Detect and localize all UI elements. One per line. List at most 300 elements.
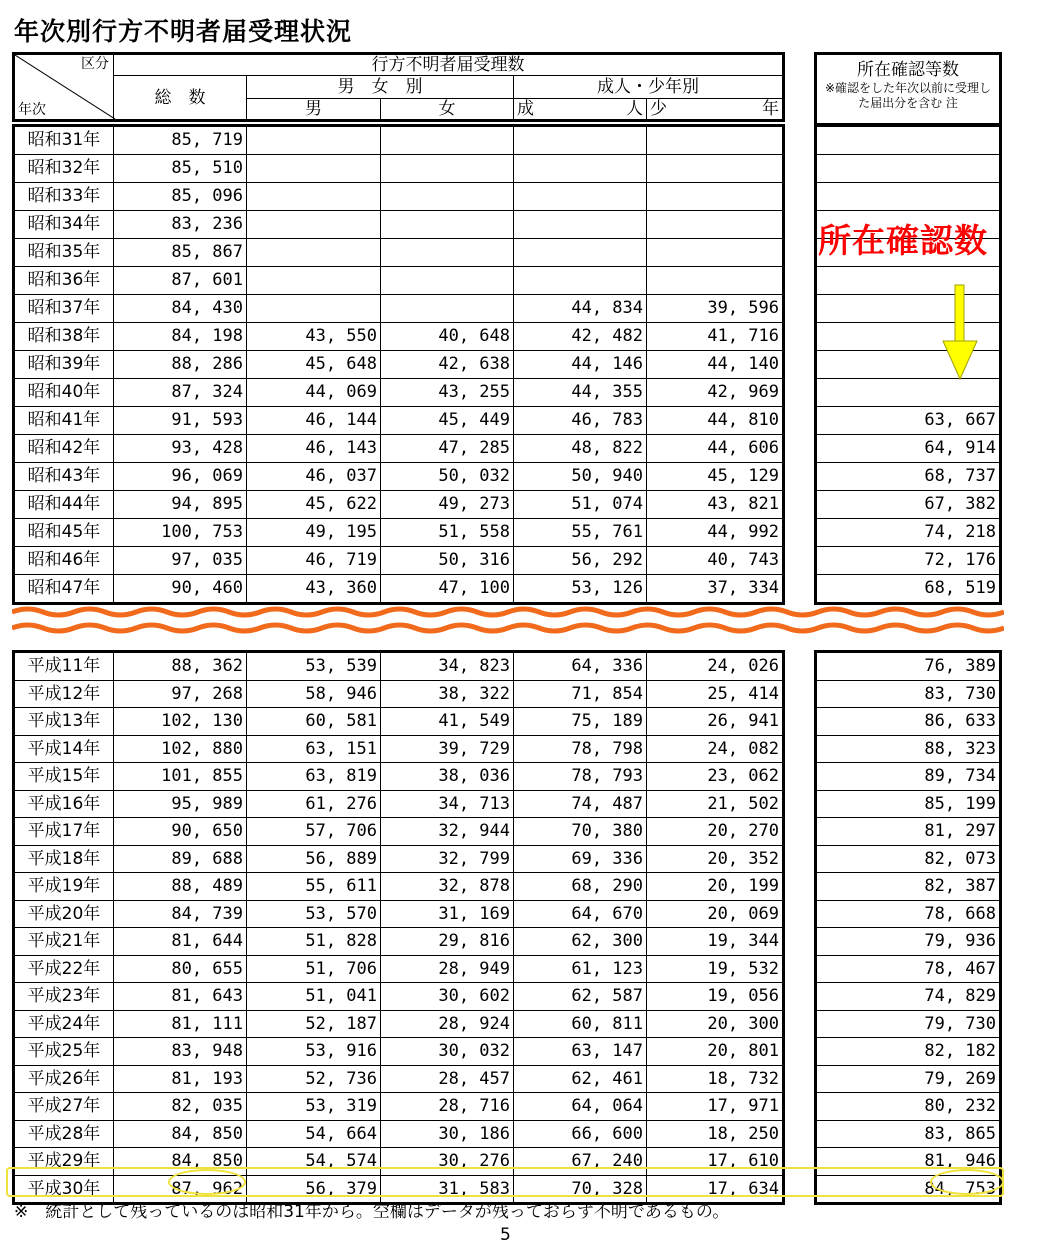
total-cell: 87, 962 [114, 1175, 247, 1204]
table-row [14, 652, 784, 681]
total-cell: 82, 035 [114, 1093, 247, 1121]
year-cell: 昭和42年 [14, 435, 114, 463]
youth-cell: 24, 082 [647, 735, 784, 763]
header-nenji: 年次 [18, 102, 46, 118]
year-cell: 昭和40年 [14, 379, 114, 407]
youth-cell: 44, 810 [647, 407, 784, 435]
callout-label: 所在確認数 [818, 221, 988, 260]
year-cell: 昭和38年 [14, 323, 114, 351]
confirmed-cell: 67, 382 [816, 491, 1001, 519]
year-cell: 昭和37年 [14, 295, 114, 323]
total-cell: 84, 430 [114, 295, 247, 323]
highlight-row-box [6, 1167, 1004, 1197]
male-cell: 57, 706 [247, 818, 381, 846]
female-cell: 34, 713 [381, 790, 514, 818]
youth-cell: 25, 414 [647, 680, 784, 708]
table-row [14, 379, 784, 407]
table-row [14, 435, 784, 463]
confirmed-cell: 72, 176 [816, 547, 1001, 575]
total-cell: 80, 655 [114, 955, 247, 983]
total-cell: 87, 324 [114, 379, 247, 407]
year-cell: 昭和35年 [14, 239, 114, 267]
adult-cell: 44, 146 [514, 351, 647, 379]
youth-cell: 20, 270 [647, 818, 784, 846]
male-cell: 43, 550 [247, 323, 381, 351]
total-cell: 89, 688 [114, 845, 247, 873]
adult-cell [514, 267, 647, 295]
confirmed-cell: 68, 519 [816, 575, 1001, 604]
header-total: 総 数 [114, 76, 247, 121]
youth-cell: 44, 992 [647, 519, 784, 547]
header-age-group: 成人・少年別 [514, 76, 784, 99]
female-cell: 50, 316 [381, 547, 514, 575]
confirmed-row [816, 1038, 1001, 1066]
youth-cell: 42, 969 [647, 379, 784, 407]
female-cell [381, 211, 514, 239]
youth-cell: 44, 606 [647, 435, 784, 463]
female-cell: 40, 648 [381, 323, 514, 351]
youth-cell: 20, 801 [647, 1038, 784, 1066]
adult-cell: 61, 123 [514, 955, 647, 983]
male-cell: 52, 736 [247, 1065, 381, 1093]
year-cell: 昭和32年 [14, 155, 114, 183]
confirmed-header [814, 52, 1002, 126]
youth-cell [647, 267, 784, 295]
header-corner-cell [14, 54, 114, 121]
confirmed-row [816, 983, 1001, 1011]
adult-cell: 46, 783 [514, 407, 647, 435]
adult-cell: 78, 798 [514, 735, 647, 763]
male-cell: 51, 828 [247, 928, 381, 956]
total-cell: 81, 643 [114, 983, 247, 1011]
adult-cell [514, 155, 647, 183]
total-cell: 84, 850 [114, 1120, 247, 1148]
adult-cell: 42, 482 [514, 323, 647, 351]
confirmed-cell: 68, 737 [816, 463, 1001, 491]
confirmed-cell: 85, 199 [816, 790, 1001, 818]
confirmed-row [816, 155, 1001, 183]
male-cell [247, 155, 381, 183]
total-cell: 88, 489 [114, 873, 247, 901]
total-cell: 102, 880 [114, 735, 247, 763]
male-cell: 51, 706 [247, 955, 381, 983]
youth-cell [647, 183, 784, 211]
table-row [14, 407, 784, 435]
confirmed-row [816, 873, 1001, 901]
table-row [14, 873, 784, 901]
confirmed-cell: 82, 387 [816, 873, 1001, 901]
year-cell: 平成25年 [14, 1038, 114, 1066]
break-wave [12, 600, 1004, 640]
year-cell: 平成22年 [14, 955, 114, 983]
female-cell: 34, 823 [381, 652, 514, 681]
youth-cell: 21, 502 [647, 790, 784, 818]
male-cell: 46, 037 [247, 463, 381, 491]
youth-cell: 18, 732 [647, 1065, 784, 1093]
year-cell: 昭和39年 [14, 351, 114, 379]
female-cell: 31, 583 [381, 1175, 514, 1204]
youth-cell: 40, 743 [647, 547, 784, 575]
adult-cell: 53, 126 [514, 575, 647, 604]
confirmed-row [816, 491, 1001, 519]
year-cell: 平成17年 [14, 818, 114, 846]
confirmed-cell: 76, 389 [816, 652, 1001, 681]
confirmed-header-cell [816, 54, 1001, 125]
table-row [14, 351, 784, 379]
confirmed-cell: 82, 182 [816, 1038, 1001, 1066]
table-row [14, 239, 784, 267]
adult-cell: 69, 336 [514, 845, 647, 873]
female-cell: 30, 602 [381, 983, 514, 1011]
confirmed-row [816, 1120, 1001, 1148]
confirmed-cell: 74, 218 [816, 519, 1001, 547]
confirmed-cell: 81, 297 [816, 818, 1001, 846]
male-cell: 45, 648 [247, 351, 381, 379]
adult-cell [514, 239, 647, 267]
adult-cell: 50, 940 [514, 463, 647, 491]
year-cell: 平成19年 [14, 873, 114, 901]
youth-cell: 39, 596 [647, 295, 784, 323]
youth-cell [647, 126, 784, 155]
table-row [14, 983, 784, 1011]
female-cell [381, 183, 514, 211]
female-cell: 51, 558 [381, 519, 514, 547]
female-cell [381, 155, 514, 183]
header-sex-group: 男 女 別 [247, 76, 514, 99]
female-cell: 29, 816 [381, 928, 514, 956]
table-row [14, 845, 784, 873]
header-adult-right: 人 [626, 99, 643, 119]
male-cell: 53, 319 [247, 1093, 381, 1121]
confirmed-row [816, 652, 1001, 681]
total-cell: 81, 193 [114, 1065, 247, 1093]
table-row [14, 519, 784, 547]
table-row [14, 267, 784, 295]
youth-cell [647, 211, 784, 239]
female-cell: 42, 638 [381, 351, 514, 379]
male-cell: 58, 946 [247, 680, 381, 708]
confirmed-row [816, 463, 1001, 491]
table-row [14, 900, 784, 928]
table-row [14, 126, 784, 155]
confirmed-row [816, 1065, 1001, 1093]
female-cell: 43, 255 [381, 379, 514, 407]
header-male: 男 [247, 99, 381, 121]
confirmed-row [816, 519, 1001, 547]
confirmed-cell: 82, 073 [816, 845, 1001, 873]
confirmed-cell: 79, 936 [816, 928, 1001, 956]
female-cell: 47, 100 [381, 575, 514, 604]
youth-cell: 37, 334 [647, 575, 784, 604]
adult-cell: 68, 290 [514, 873, 647, 901]
youth-cell: 41, 716 [647, 323, 784, 351]
data-table-heisei [12, 650, 785, 1205]
year-cell: 平成11年 [14, 652, 114, 681]
footnote: ※ 統計として残っているのは昭和31年から。空欄はデータが残っておらず不明であるもの。 [14, 1202, 730, 1222]
adult-cell: 78, 793 [514, 763, 647, 791]
male-cell: 61, 276 [247, 790, 381, 818]
female-cell: 39, 729 [381, 735, 514, 763]
total-cell: 88, 286 [114, 351, 247, 379]
total-cell: 85, 096 [114, 183, 247, 211]
adult-cell: 62, 461 [514, 1065, 647, 1093]
youth-cell: 20, 199 [647, 873, 784, 901]
female-cell: 28, 716 [381, 1093, 514, 1121]
table-row [14, 818, 784, 846]
year-cell: 平成28年 [14, 1120, 114, 1148]
female-cell: 49, 273 [381, 491, 514, 519]
confirmed-cell: 74, 829 [816, 983, 1001, 1011]
female-cell: 38, 322 [381, 680, 514, 708]
female-cell [381, 267, 514, 295]
table-row [14, 1120, 784, 1148]
male-cell: 54, 574 [247, 1148, 381, 1176]
year-cell: 平成21年 [14, 928, 114, 956]
table-row [14, 1038, 784, 1066]
adult-cell [514, 126, 647, 155]
year-cell: 昭和47年 [14, 575, 114, 604]
total-cell: 97, 035 [114, 547, 247, 575]
header-female: 女 [381, 99, 514, 121]
total-cell: 88, 362 [114, 652, 247, 681]
youth-cell [647, 155, 784, 183]
female-cell [381, 295, 514, 323]
table-row [14, 547, 784, 575]
confirmed-cell: 64, 914 [816, 435, 1001, 463]
adult-cell: 56, 292 [514, 547, 647, 575]
confirmed-row [816, 818, 1001, 846]
year-cell: 昭和34年 [14, 211, 114, 239]
year-cell: 平成27年 [14, 1093, 114, 1121]
adult-cell: 70, 328 [514, 1175, 647, 1204]
total-cell: 90, 460 [114, 575, 247, 604]
female-cell [381, 239, 514, 267]
table-row [14, 211, 784, 239]
male-cell: 45, 622 [247, 491, 381, 519]
male-cell [247, 239, 381, 267]
main-table-header [12, 52, 785, 122]
table-row [14, 1010, 784, 1038]
total-cell: 100, 753 [114, 519, 247, 547]
youth-cell: 20, 352 [647, 845, 784, 873]
adult-cell: 74, 487 [514, 790, 647, 818]
table-row [14, 155, 784, 183]
confirmed-row [816, 790, 1001, 818]
header-youth-left: 少 [650, 99, 667, 119]
youth-cell: 44, 140 [647, 351, 784, 379]
male-cell: 51, 041 [247, 983, 381, 1011]
adult-cell: 63, 147 [514, 1038, 647, 1066]
header-youth [647, 99, 784, 121]
confirmed-cell [816, 183, 1001, 211]
adult-cell: 51, 074 [514, 491, 647, 519]
table-row [14, 295, 784, 323]
year-cell: 平成18年 [14, 845, 114, 873]
male-cell: 44, 069 [247, 379, 381, 407]
table-row [14, 708, 784, 736]
male-cell [247, 126, 381, 155]
male-cell: 46, 719 [247, 547, 381, 575]
adult-cell: 60, 811 [514, 1010, 647, 1038]
highlight-oval-total [168, 1169, 246, 1195]
adult-cell: 71, 854 [514, 680, 647, 708]
total-cell: 91, 593 [114, 407, 247, 435]
total-cell: 85, 867 [114, 239, 247, 267]
female-cell: 30, 186 [381, 1120, 514, 1148]
male-cell: 53, 539 [247, 652, 381, 681]
confirmed-row [816, 735, 1001, 763]
female-cell: 31, 169 [381, 900, 514, 928]
confirmed-cell: 78, 467 [816, 955, 1001, 983]
table-row [14, 1093, 784, 1121]
female-cell: 38, 036 [381, 763, 514, 791]
female-cell: 32, 878 [381, 873, 514, 901]
confirmed-table-heisei [814, 650, 1002, 1205]
confirmed-row [816, 763, 1001, 791]
confirmed-row [816, 708, 1001, 736]
year-cell: 平成30年 [14, 1175, 114, 1204]
adult-cell: 48, 822 [514, 435, 647, 463]
header-kubun: 区分 [81, 56, 109, 72]
youth-cell: 24, 026 [647, 652, 784, 681]
youth-cell: 17, 634 [647, 1175, 784, 1204]
table-row [14, 1065, 784, 1093]
header-main-group: 行方不明者届受理数 [114, 54, 784, 76]
female-cell [381, 126, 514, 155]
year-cell: 昭和45年 [14, 519, 114, 547]
male-cell: 43, 360 [247, 575, 381, 604]
confirmed-cell: 84, 753 [816, 1175, 1001, 1204]
confirmed-cell: 89, 734 [816, 763, 1001, 791]
table-row [14, 928, 784, 956]
confirmed-cell: 63, 667 [816, 407, 1001, 435]
year-cell: 平成26年 [14, 1065, 114, 1093]
adult-cell: 64, 336 [514, 652, 647, 681]
confirmed-cell [816, 155, 1001, 183]
female-cell: 41, 549 [381, 708, 514, 736]
adult-cell: 67, 240 [514, 1148, 647, 1176]
male-cell [247, 211, 381, 239]
year-cell: 昭和43年 [14, 463, 114, 491]
table-row [14, 680, 784, 708]
year-cell: 平成24年 [14, 1010, 114, 1038]
youth-cell: 17, 610 [647, 1148, 784, 1176]
adult-cell [514, 211, 647, 239]
total-cell: 97, 268 [114, 680, 247, 708]
youth-cell: 19, 344 [647, 928, 784, 956]
adult-cell: 64, 064 [514, 1093, 647, 1121]
year-cell: 平成20年 [14, 900, 114, 928]
total-cell: 83, 948 [114, 1038, 247, 1066]
adult-cell: 44, 834 [514, 295, 647, 323]
confirmed-row [816, 126, 1001, 155]
year-cell: 昭和36年 [14, 267, 114, 295]
total-cell: 87, 601 [114, 267, 247, 295]
youth-cell: 20, 300 [647, 1010, 784, 1038]
adult-cell: 55, 761 [514, 519, 647, 547]
confirmed-cell: 78, 668 [816, 900, 1001, 928]
confirmed-title: 所在確認等数 [857, 60, 959, 80]
table-row [14, 763, 784, 791]
male-cell: 54, 664 [247, 1120, 381, 1148]
page-title: 年次別行方不明者届受理状況 [14, 17, 353, 46]
youth-cell: 45, 129 [647, 463, 784, 491]
total-cell: 84, 198 [114, 323, 247, 351]
confirmed-row [816, 845, 1001, 873]
confirmed-row [816, 1093, 1001, 1121]
confirmed-cell: 81, 946 [816, 1148, 1001, 1176]
female-cell: 30, 032 [381, 1038, 514, 1066]
year-cell: 平成14年 [14, 735, 114, 763]
male-cell: 60, 581 [247, 708, 381, 736]
down-arrow-icon [940, 283, 980, 383]
female-cell: 28, 924 [381, 1010, 514, 1038]
adult-cell: 64, 670 [514, 900, 647, 928]
year-cell: 平成13年 [14, 708, 114, 736]
year-cell: 平成16年 [14, 790, 114, 818]
confirmed-row [816, 407, 1001, 435]
total-cell: 84, 850 [114, 1148, 247, 1176]
total-cell: 83, 236 [114, 211, 247, 239]
header-youth-right: 年 [762, 99, 779, 119]
youth-cell: 19, 532 [647, 955, 784, 983]
data-table-showa [12, 124, 785, 605]
total-cell: 90, 650 [114, 818, 247, 846]
header-adult-left: 成 [517, 99, 534, 119]
confirmed-row [816, 547, 1001, 575]
male-cell [247, 183, 381, 211]
female-cell: 45, 449 [381, 407, 514, 435]
year-cell: 平成15年 [14, 763, 114, 791]
male-cell: 49, 195 [247, 519, 381, 547]
male-cell: 56, 889 [247, 845, 381, 873]
table-row [14, 955, 784, 983]
adult-cell: 70, 380 [514, 818, 647, 846]
male-cell: 53, 570 [247, 900, 381, 928]
page-number: 5 [500, 1225, 511, 1245]
confirmed-cell: 86, 633 [816, 708, 1001, 736]
year-cell: 昭和31年 [14, 126, 114, 155]
male-cell: 63, 819 [247, 763, 381, 791]
youth-cell [647, 239, 784, 267]
confirmed-row [816, 183, 1001, 211]
female-cell: 47, 285 [381, 435, 514, 463]
female-cell: 28, 457 [381, 1065, 514, 1093]
male-cell: 52, 187 [247, 1010, 381, 1038]
confirmed-cell: 79, 730 [816, 1010, 1001, 1038]
male-cell: 55, 611 [247, 873, 381, 901]
adult-cell [514, 183, 647, 211]
table-row [14, 491, 784, 519]
total-cell: 85, 719 [114, 126, 247, 155]
youth-cell: 26, 941 [647, 708, 784, 736]
adult-cell: 62, 300 [514, 928, 647, 956]
total-cell: 93, 428 [114, 435, 247, 463]
total-cell: 101, 855 [114, 763, 247, 791]
confirmed-row [816, 900, 1001, 928]
male-cell [247, 295, 381, 323]
table-row [14, 790, 784, 818]
confirmed-cell: 88, 323 [816, 735, 1001, 763]
total-cell: 102, 130 [114, 708, 247, 736]
year-cell: 昭和44年 [14, 491, 114, 519]
table-row [14, 463, 784, 491]
confirmed-row [816, 928, 1001, 956]
youth-cell: 19, 056 [647, 983, 784, 1011]
adult-cell: 62, 587 [514, 983, 647, 1011]
confirmed-note: ※確認をした年次以前に受理した届出分を含む 注 [824, 81, 992, 110]
confirmed-cell: 83, 865 [816, 1120, 1001, 1148]
